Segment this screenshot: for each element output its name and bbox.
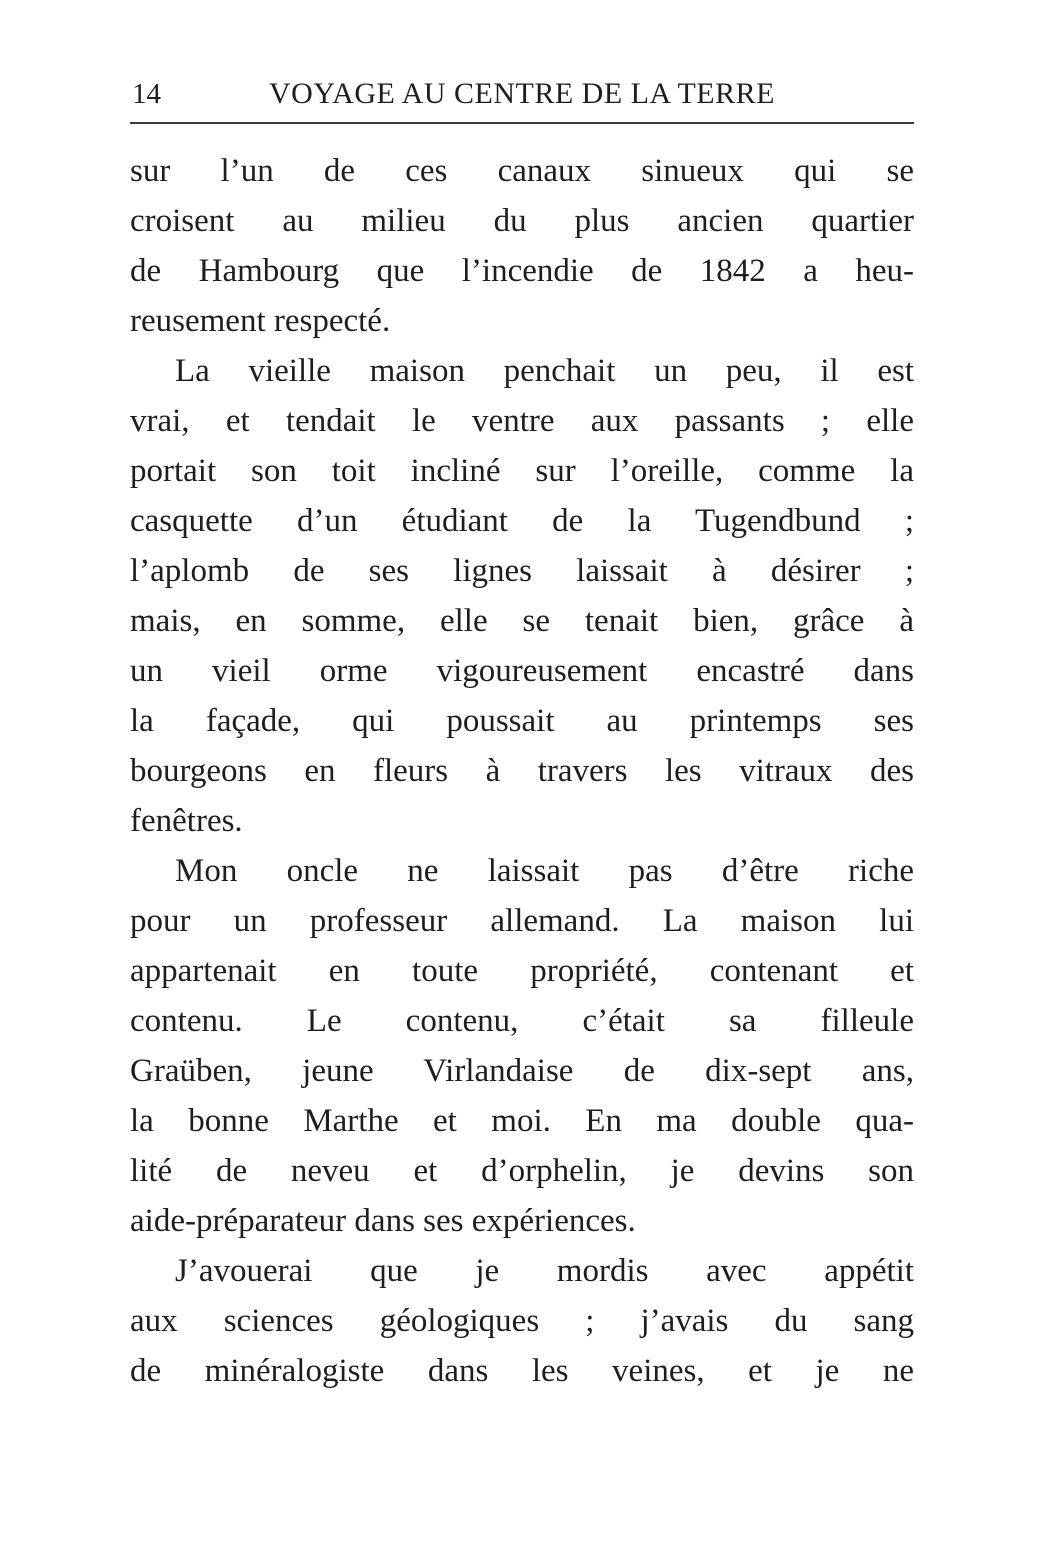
text-line: portait son toit incliné sur l’oreille, comme la (130, 453, 914, 489)
text-line: l’aplomb de ses lignes laissait à désirer ; (130, 553, 914, 589)
header-rule (130, 122, 914, 124)
text-line: croisent au milieu du plus ancien quartier (130, 203, 914, 239)
text-line: sur l’un de ces canaux sinueux qui se (130, 153, 914, 189)
text-line: de minéralogiste dans les veines, et je ne (130, 1353, 914, 1389)
paragraph (130, 146, 914, 346)
text-line: mais, en somme, elle se tenait bien, grâce à (130, 603, 914, 639)
text-line: un vieil orme vigoureusement encastré dans (130, 653, 914, 689)
page-number: 14 (132, 78, 161, 110)
text-line: pour un professeur allemand. La maison lui (130, 903, 914, 939)
paragraph (130, 1246, 914, 1396)
text-line: de Hambourg que l’incendie de 1842 a heu- (130, 253, 914, 289)
page-header (130, 76, 914, 112)
text-line: aux sciences géologiques ; j’avais du sang (130, 1303, 914, 1339)
text-line: La vieille maison penchait un peu, il est (175, 353, 914, 389)
text-line: J’avouerai que je mordis avec appétit (175, 1253, 914, 1289)
text-line: Mon oncle ne laissait pas d’être riche (175, 853, 914, 889)
text-line: contenu. Le contenu, c’était sa filleule (130, 1003, 914, 1039)
body-text (130, 146, 914, 1396)
text-line: appartenait en toute propriété, contenant et (130, 953, 914, 989)
text-line: casquette d’un étudiant de la Tugendbund ; (130, 503, 914, 539)
text-line: Graüben, jeune Virlandaise de dix-sept ans, (130, 1053, 914, 1089)
running-title: VOYAGE AU CENTRE DE LA TERRE (269, 77, 775, 110)
text-line: la façade, qui poussait au printemps ses (130, 703, 914, 739)
text-line: lité de neveu et d’orphelin, je devins son (130, 1153, 914, 1189)
paragraph (130, 846, 914, 1246)
paragraph (130, 346, 914, 846)
text-line: aide-préparateur dans ses expériences. (130, 1203, 636, 1239)
text-line: fenêtres. (130, 803, 243, 839)
text-line: bourgeons en fleurs à travers les vitraux des (130, 753, 914, 789)
text-line: vrai, et tendait le ventre aux passants ; elle (130, 403, 914, 439)
text-line: reusement respecté. (130, 303, 391, 339)
text-line: la bonne Marthe et moi. En ma double qua- (130, 1103, 914, 1139)
